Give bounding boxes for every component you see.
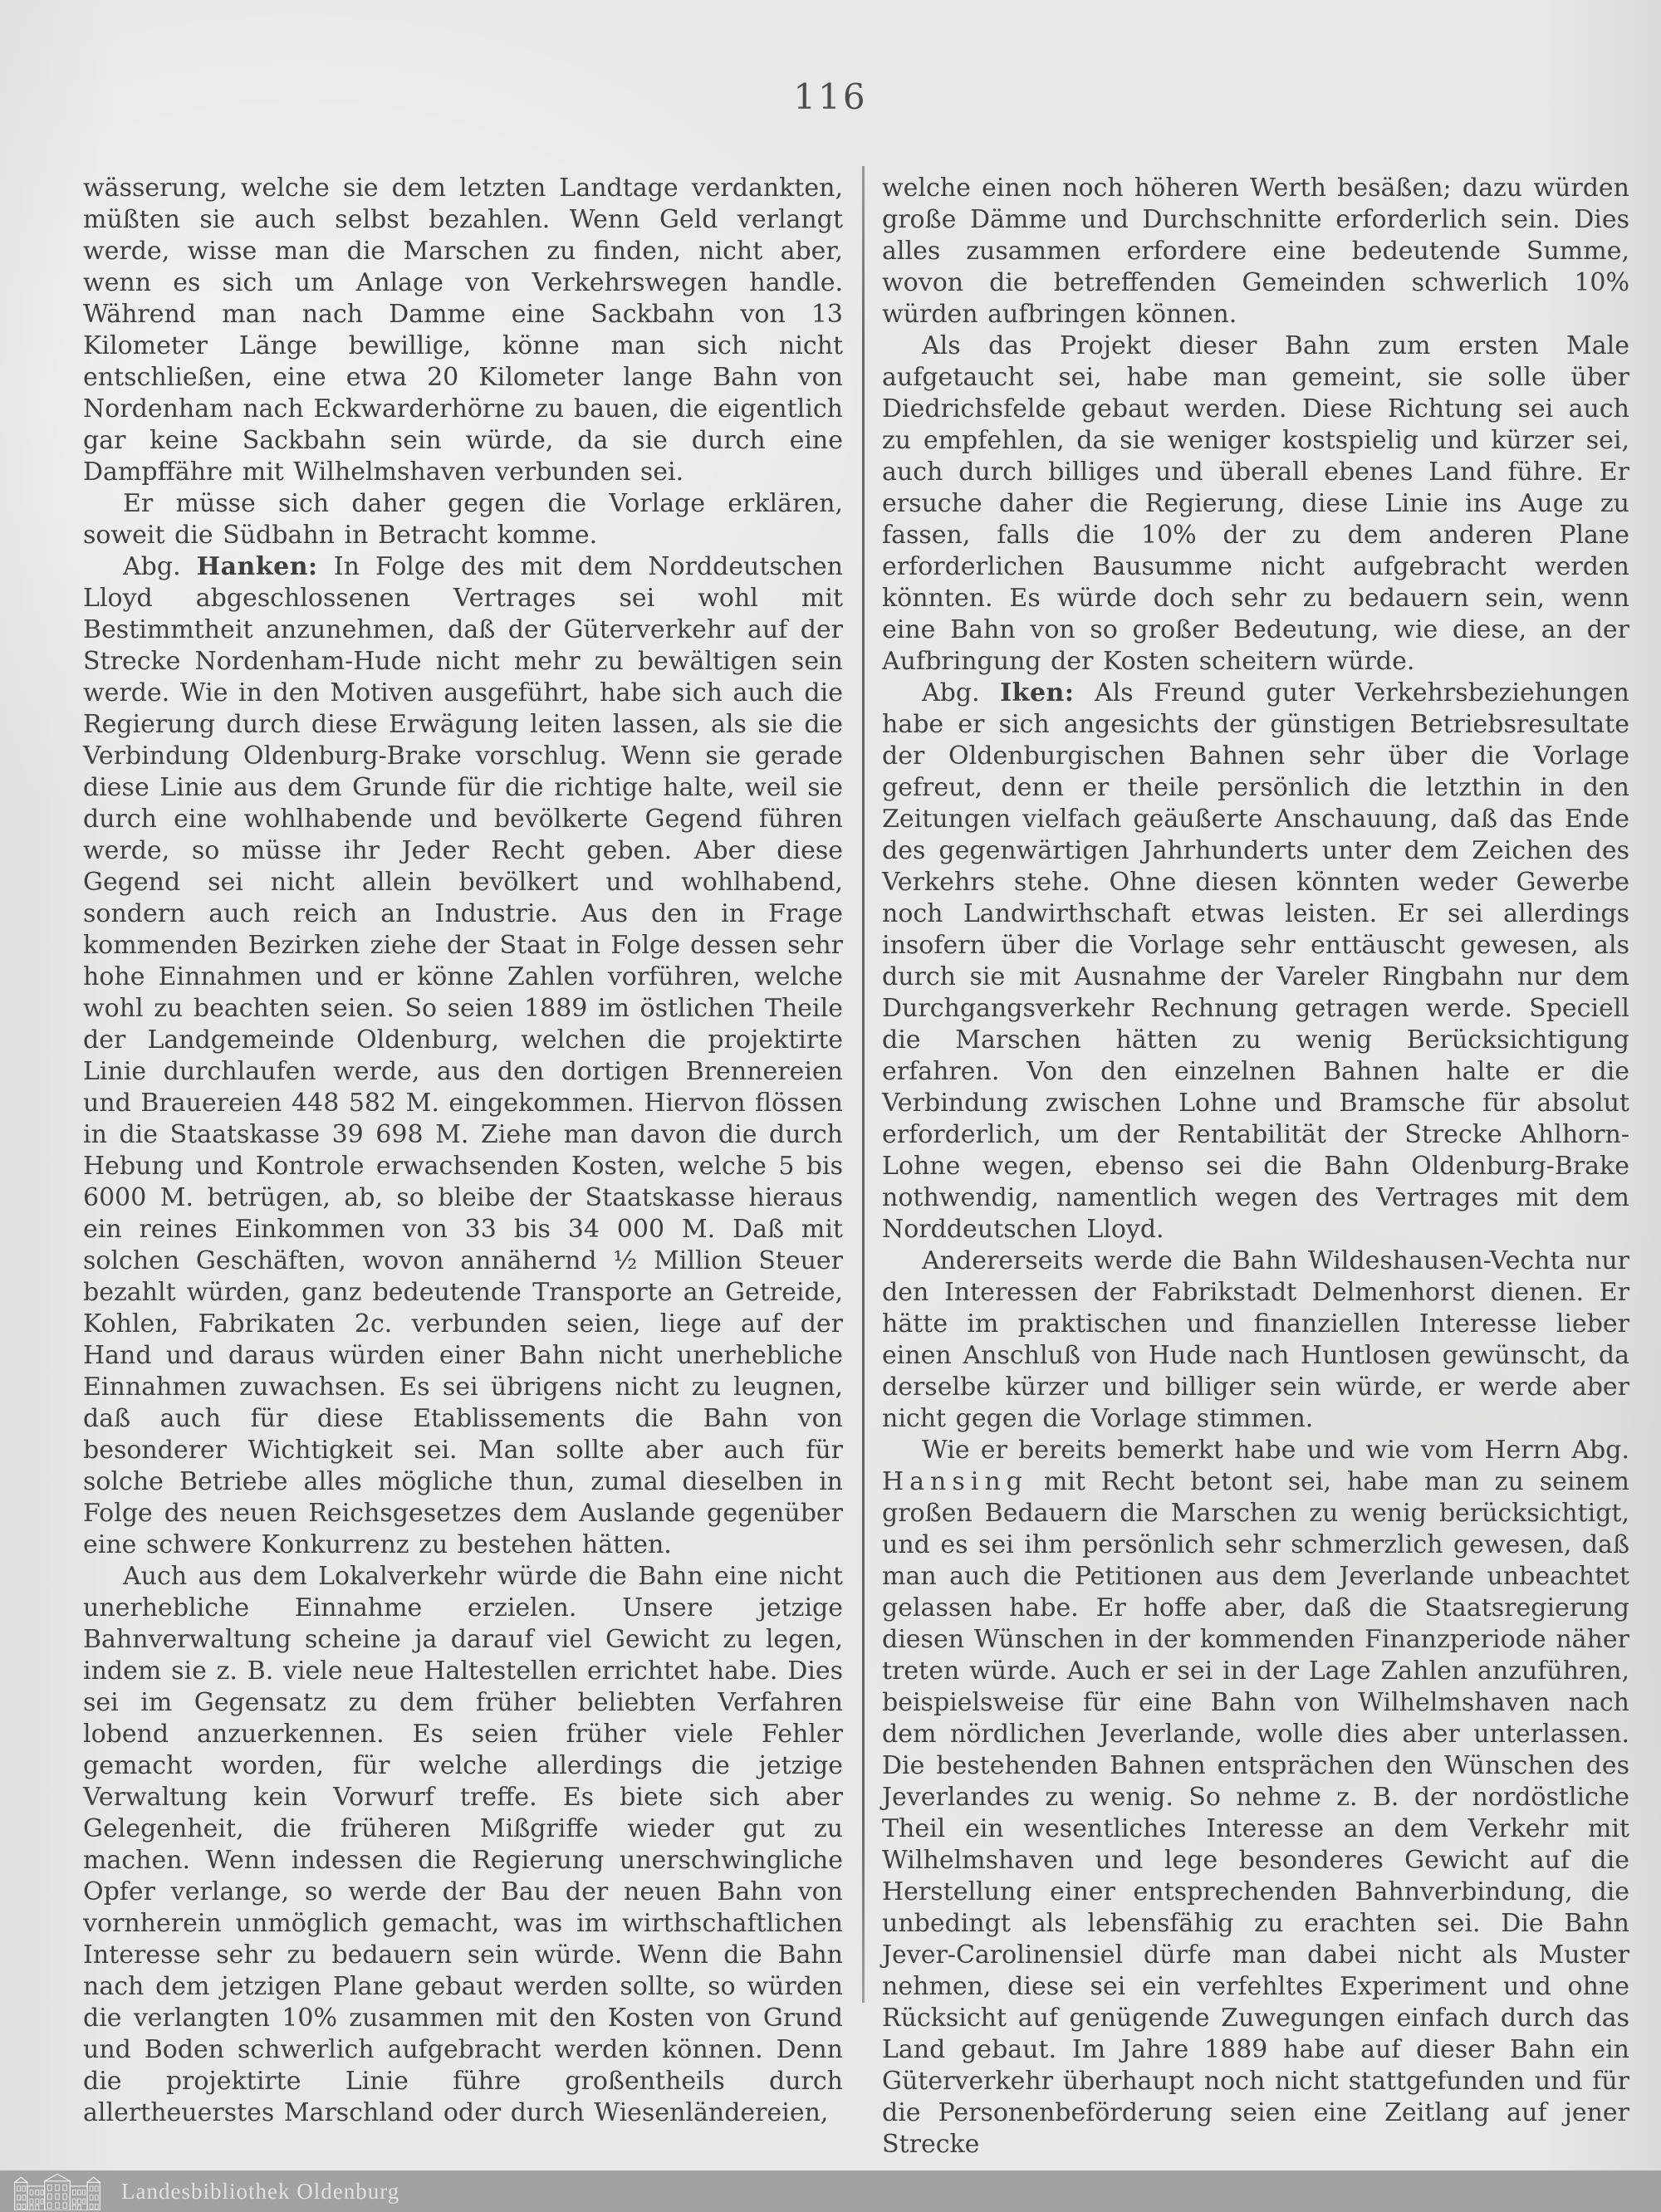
- paragraph-text: Auch aus dem Lokalverkehr würde die Bahn eine nicht unerhebliche Einnahme erzielen. Unsere jetzige Bahnverwaltung scheine ja darauf viel Gewicht zu legen, indem sie z. B. viele neue Haltestellen errichtet habe. Dies sei im Gegensatz zu dem früher beliebten Verfahren lobend anzuerkennen. Es seien früher viele Fehler gemacht worden, für welche allerdings die jetzige Verwaltung kein Vorwurf treffe. Es biete sich aber Gelegenheit, die früheren Mißgriffe wieder gut zu machen. Wenn indessen die Regierung unerschwingliche Opfer verlange, so werde der Bau der neuen Bahn von vornherein unmöglich gemacht, was im wirthschaftlichen Interesse sehr zu bedauern sein würde. Wenn die Bahn nach dem jetzigen Plane gebaut werden sollte, so würden die verlangten 10% zusammen mit den Kosten von Grund und Boden schwerlich aufgebracht werden können. Denn die projektirte Linie führe großentheils durch allertheuerstes Marschland oder durch Wiesenländereien,: [83, 1562, 843, 2127]
- text-column-right: [882, 173, 1629, 2161]
- paragraph: [882, 330, 1629, 678]
- emphasized-name: Hansing: [882, 1467, 1028, 1496]
- paragraph-text: Er müsse sich daher gegen die Vorlage erklären, soweit die Südbahn in Betracht komme.: [83, 489, 843, 550]
- paragraph: [882, 173, 1629, 330]
- library-building-icon: [8, 2172, 106, 2210]
- paragraph: [83, 1561, 843, 2129]
- paragraph-text: Als das Projekt dieser Bahn zum ersten Male aufgetaucht sei, habe man gemeint, sie solle über Diedrichsfelde gebaut werden. Diese Richtung sei auch zu empfehlen, da sie weniger kostspielig und kürzer sei, auch durch billiges und überall ebenes Land führe. Er ersuche daher die Regierung, diese Linie ins Auge zu fassen, falls die 10% der zu dem anderen Plane erforderlichen Bausumme nicht aufgebracht werden könnten. Es würde doch sehr zu bedauern sein, wenn eine Bahn von so großer Bedeutung, wie diese, an der Aufbringung der Kosten scheitern würde.: [882, 331, 1629, 676]
- paragraph: [83, 551, 843, 1561]
- paragraph-text: Abg.: [922, 678, 1001, 707]
- paragraph-text: welche einen noch höheren Werth besäßen; dazu würden große Dämme und Durchschnitte erforderlich sein. Dies alles zusammen erfordere eine bedeutende Summe, wovon die betreffenden Gemeinden schwerlich 10% würden aufbringen können.: [882, 174, 1629, 329]
- paragraph-text: Als Freund guter Verkehrsbeziehungen habe er sich angesichts der günstigen Betriebsresultate der Oldenburgischen Bahnen sehr über die Vorlage gefreut, denn er theile persönlich die letzthin in den Zeitungen vielfach geäußerte Anschauung, daß das Ende des gegenwärtigen Jahrhunderts unter dem Zeichen des Verkehrs stehe. Ohne diesen könnten weder Gewerbe noch Landwirthschaft etwas leisten. Er sei allerdings insofern über die Vorlage sehr enttäuscht gewesen, als durch sie mit Ausnahme der Vareler Ringbahn nur dem Durchgangsverkehr Rechnung getragen werde. Speciell die Marschen hätten zu wenig Berücksichtigung erfahren. Von den einzelnen Bahnen halte er die Verbindung zwischen Lohne und Bramsche für absolut erforderlich, um der Rentabilität der Strecke Ahlhorn-Lohne wegen, ebenso sei die Bahn Oldenburg-Brake nothwendig, namentlich wegen des Vertrages mit dem Norddeutschen Lloyd.: [882, 678, 1629, 1244]
- paragraph: [83, 488, 843, 551]
- column-divider-rule: [862, 166, 865, 2003]
- paragraph-text: Andererseits werde die Bahn Wildeshausen-Vechta nur den Interessen der Fabrikstadt Delmenhorst dienen. Er hätte im praktischen und finanziellen Interesse lieber einen Anschluß von Hude nach Huntlosen gewünscht, da derselbe kürzer und billiger sein würde, er werde aber nicht gegen die Vorlage stimmen.: [882, 1246, 1629, 1433]
- text-column-left: [83, 173, 843, 2129]
- library-watermark-band: [0, 2170, 1661, 2212]
- speaker-name: Iken:: [1000, 678, 1075, 707]
- paragraph-text: In Folge des mit dem Norddeutschen Lloyd abgeschlossenen Vertrages sei wohl mit Bestimmtheit anzunehmen, daß der Güterverkehr auf der Strecke Nordenham-Hude nicht mehr zu bewältigen sein werde. Wie in den Motiven ausgeführt, habe sich auch die Regierung durch diese Erwägung leiten lassen, als sie die Verbindung Oldenburg-Brake vorschlug. Wenn sie gerade diese Linie aus dem Grunde für die richtige halte, weil sie durch eine wohlhabende und bevölkerte Gegend führen werde, so müsse ihr Jeder Recht geben. Aber diese Gegend sei nicht allein bevölkert und wohlhabend, sondern auch reich an Industrie. Aus den in Frage kommenden Bezirken ziehe der Staat in Folge dessen sehr hohe Einnahmen und er könne Zahlen vorführen, welche wohl zu beachten seien. So seien 1889 im östlichen Theile der Landgemeinde Oldenburg, welchen die projektirte Linie durchlaufen werde, aus den dortigen Brennereien und Brauereien 448 582 M. eingekommen. Hiervon flössen in die Staatskasse 39 698 M. Ziehe man davon die durch Hebung und Kontrole erwachsenden Kosten, welche 5 bis 6000 M. betrügen, ab, so bleibe der Staatskasse hieraus ein reines Einkommen von 33 bis 34 000 M. Daß mit solchen Geschäften, wovon annähernd ½ Million Steuer bezahlt würden, ganz bedeutende Transporte an Getreide, Kohlen, Fabrikaten 2c. verbunden seien, liege auf der Hand und daraus würden einer Bahn nicht unerhebliche Einnahmen zuwachsen. Es sei übrigens nicht zu leugnen, daß auch für diese Etablissements die Bahn von besonderer Wichtigkeit sei. Man sollte aber auch für solche Betriebe alles mögliche thun, zumal dieselben in Folge des neuen Reichsgesetzes dem Auslande gegenüber eine schwere Konkurrenz zu bestehen hätten.: [83, 552, 843, 1559]
- paragraph: [882, 678, 1629, 1245]
- paragraph-text: mit Recht betont sei, habe man zu seinem großen Bedauern die Marschen zu wenig berücksichtigt, und es sei ihm persönlich sehr schmerzlich gewesen, daß man auch die Petitionen aus dem Jeverlande unbeachtet gelassen habe. Er hoffe aber, daß die Staatsregierung diesen Wünschen in der kommenden Finanzperiode näher treten würde. Auch er sei in der Lage Zahlen anzuführen, beispielsweise für eine Bahn von Wilhelmshaven nach dem nördlichen Jeverlande, wolle dies aber unterlassen. Die bestehenden Bahnen entsprächen den Wünschen des Jeverlandes zu wenig. So nehme z. B. der nordöstliche Theil ein wesentliches Interesse an dem Verkehr mit Wilhelmshaven und lege besonderes Gewicht auf die Herstellung einer entsprechenden Bahnverbindung, die unbedingt als lebensfähig zu erachten sei. Die Bahn Jever-Carolinensiel dürfe man dabei nicht als Muster nehmen, diese sei ein verfehltes Experiment und ohne Rücksicht auf genügende Zuwegungen einfach durch das Land gebaut. Im Jahre 1889 habe auf dieser Bahn ein Güterverkehr überhaupt noch nicht stattgefunden und für die Personenbeförderung seien eine Zeitlang auf jener Strecke: [882, 1467, 1629, 2159]
- paragraph-text: Wie er bereits bemerkt habe und wie vom Herrn Abg.: [922, 1436, 1629, 1465]
- paragraph-text: wässerung, welche sie dem letzten Landtage verdankten, müßten sie auch selbst bezahlen. Wenn Geld verlangt werde, wisse man die Marschen zu finden, nicht aber, wenn es sich um Anlage von Verkehrswegen handle. Während man nach Damme eine Sackbahn von 13 Kilometer Länge bewillige, könne man sich nicht entschließen, eine etwa 20 Kilometer lange Bahn von Nordenham nach Eckwarderhörne zu bauen, die eigentlich gar keine Sackbahn sein würde, da sie durch eine Dampffähre mit Wilhelmshaven verbunden sei.: [83, 174, 843, 487]
- paragraph: [83, 173, 843, 488]
- speaker-name: Hanken:: [196, 552, 318, 581]
- library-watermark-label: Landesbibliothek Oldenburg: [121, 2178, 400, 2204]
- paragraph-text: Abg.: [123, 552, 197, 581]
- paragraph: [882, 1435, 1629, 2161]
- paragraph: [882, 1245, 1629, 1435]
- page-number: 116: [793, 76, 868, 117]
